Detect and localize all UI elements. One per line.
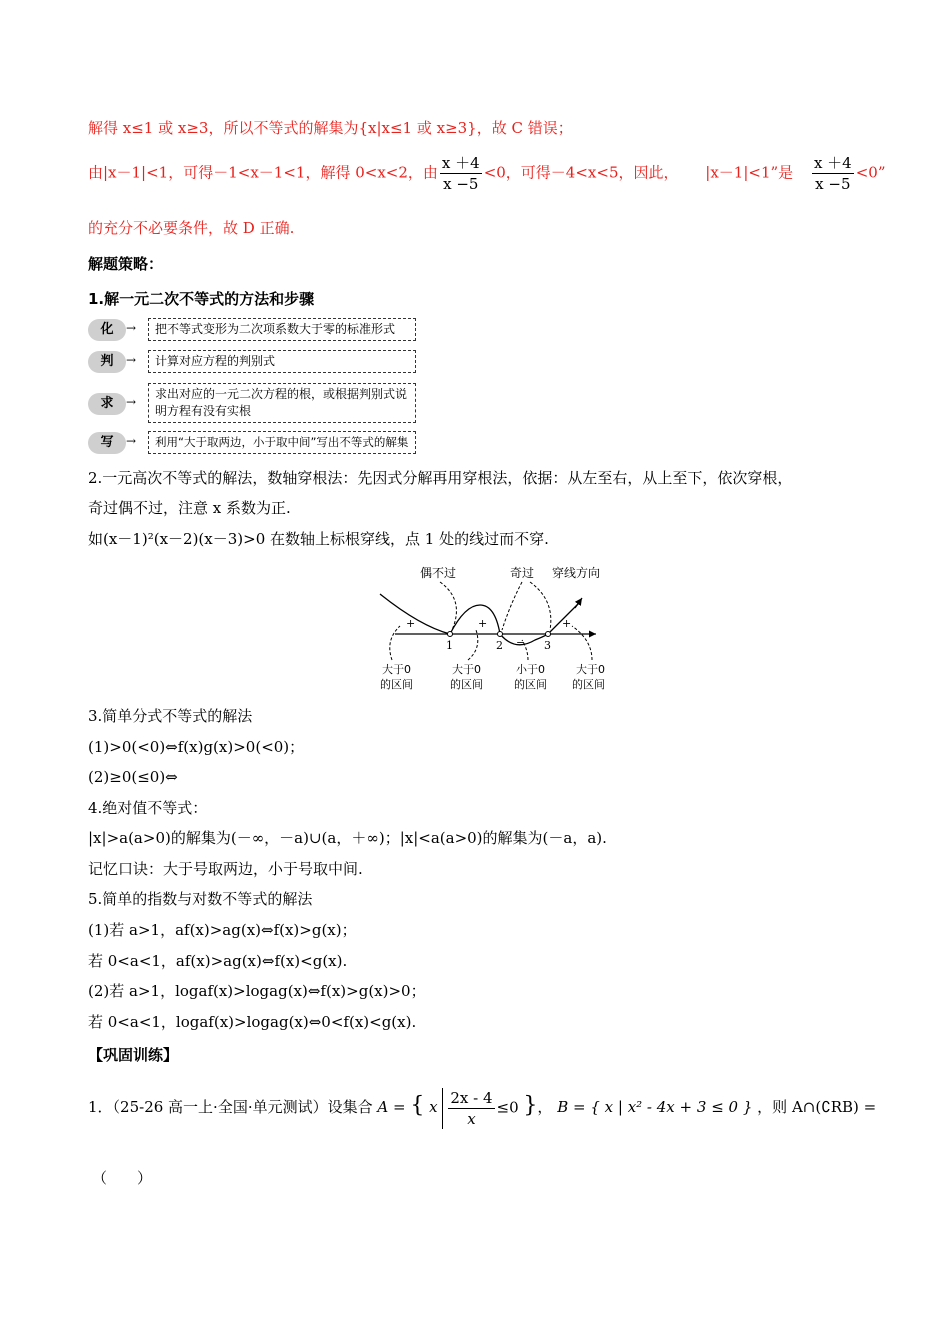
strategy-subheading-1: 1.解一元二次不等式的方法和步骤 — [88, 290, 315, 308]
root-label-2: 2 — [496, 639, 503, 652]
pointer-region-4 — [572, 626, 592, 660]
root-label-3: 3 — [544, 639, 551, 652]
question-1-suffix: ，则 A∩(∁RB) = — [757, 1098, 877, 1116]
paragraph-5: 5.简单的指数与对数不等式的解法 — [88, 890, 313, 908]
paragraph-5-1: (1)若 a>1，af(x)>ag(x)⇔f(x)>g(x)； — [88, 921, 357, 939]
region-label-4-line-2: 的区间 — [572, 678, 605, 691]
solution-line-2 — [88, 153, 886, 194]
arrow-icon: → — [126, 353, 137, 367]
set-a-numerator: 2x - 4 — [450, 1088, 493, 1107]
step-text-4: 利用“大于取两边，小于取中间”写出不等式的解集 — [148, 431, 416, 454]
step-row-4 — [88, 430, 428, 458]
region-label-2-line-2: 的区间 — [450, 678, 483, 691]
brace-close: } — [523, 1093, 538, 1118]
paragraph-3: 3.简单分式不等式的解法 — [88, 707, 253, 725]
region-label-3-line-2: 的区间 — [514, 678, 547, 691]
set-b: B = { x | x² - 4x + 3 ≤ 0 } — [557, 1098, 753, 1116]
set-a-fraction — [448, 1088, 494, 1129]
fraction-1 — [440, 153, 482, 194]
fraction-1-numerator: x ＋4 — [441, 154, 480, 172]
step-tag-2: 判 — [88, 351, 126, 373]
arrow-icon: → — [126, 321, 137, 335]
solution-line-2a: 由|x－1|<1，可得－1<x－1<1，解得 0<x<2，由 — [88, 163, 438, 182]
label-direction: 穿线方向 — [552, 566, 601, 580]
question-1: 1．（25-26 高一上·全国·单元测试）设集合 A = { x $\frac{2x - 4}{x}$ ≤0 }， B = { x | x² - 4x + 3 ≤ 0 } ，则 A∩(∁RB) = — [88, 1088, 877, 1128]
root-label-1: 1 — [446, 639, 453, 652]
step-tag-4: 写 — [88, 432, 126, 454]
region-label-1-line-1: 大于0 — [382, 663, 411, 676]
paragraph-5-4: 若 0<a<1，logaf(x)>logag(x)⇔0<f(x)<g(x). — [88, 1013, 417, 1031]
step-tag-1: 化 — [88, 319, 126, 341]
answer-blank: （ ） — [92, 1169, 153, 1187]
region-label-1-line-2: 的区间 — [380, 678, 413, 691]
paragraph-5-3: (2)若 a>1，logaf(x)>logag(x)⇔f(x)>g(x)>0； — [88, 982, 426, 1000]
pointer-odd-2 — [530, 582, 551, 630]
paragraph-2a: 2.一元高次不等式的解法，数轴穿根法：先因式分解再用穿根法，依据：从左至右，从上至下，依次穿根， — [88, 469, 793, 487]
solution-line-3: 的充分不必要条件，故 D 正确. — [88, 219, 295, 237]
label-even: 偶不过 — [420, 566, 457, 580]
region-label-3-line-1: 小于0 — [516, 663, 545, 676]
root-crossing-diagram — [370, 560, 620, 695]
label-odd: 奇过 — [510, 566, 535, 580]
paragraph-5-2: 若 0<a<1，af(x)>ag(x)⇔f(x)<g(x). — [88, 952, 348, 970]
paragraph-3-2: (2)≥0(≤0)⇔ — [88, 768, 178, 786]
fraction-1-denominator: x −5 — [443, 175, 479, 193]
fraction-2 — [812, 153, 854, 194]
solution-line-2c: |x－1|<1”是 — [705, 163, 794, 182]
step-row-2 — [88, 349, 428, 377]
step-tag-3: 求 — [88, 393, 126, 415]
paragraph-4: 4.绝对值不等式： — [88, 799, 208, 817]
question-1-prefix: 1．（25-26 高一上·全国·单元测试）设集合 — [88, 1098, 373, 1116]
strategy-heading: 解题策略： — [88, 255, 164, 273]
sign-1: + — [406, 617, 416, 630]
solution-line-2b: <0，可得－4<x<5，因此， — [483, 163, 679, 182]
paragraph-3-1: (1)>0(<0)⇔f(x)g(x)>0(<0)； — [88, 738, 305, 756]
root-point-3 — [546, 632, 551, 637]
step-text-1: 把不等式变形为二次项系数大于零的标准形式 — [148, 318, 416, 341]
fraction-2-numerator: x ＋4 — [813, 154, 852, 172]
pointer-even — [440, 582, 456, 630]
sign-2: + — [478, 617, 488, 630]
pointer-region-1 — [390, 626, 400, 660]
fraction-2-denominator: x −5 — [815, 175, 851, 193]
pointer-odd — [502, 582, 522, 630]
set-a-var: x — [429, 1098, 438, 1116]
step-text-2: 计算对应方程的判别式 — [148, 350, 416, 373]
arrow-icon: → — [126, 434, 137, 448]
set-a-condition — [442, 1088, 518, 1129]
region-label-2-line-1: 大于0 — [452, 663, 481, 676]
set-a-denominator: x — [467, 1109, 476, 1128]
set-a-left: A = — [377, 1098, 406, 1116]
step-row-1 — [88, 317, 428, 345]
root-point-1 — [448, 632, 453, 637]
brace-open: { — [410, 1093, 425, 1118]
set-a-relation: ≤0 — [496, 1098, 519, 1116]
sign-4: + — [562, 617, 572, 630]
step-row-3 — [88, 383, 428, 423]
arrow-icon: → — [126, 395, 137, 409]
paragraph-4-2: 记忆口诀：大于号取两边，小于号取中间. — [88, 860, 363, 878]
solution-line-2d: <0” — [855, 163, 886, 182]
root-point-2 — [498, 632, 503, 637]
solution-line-1: 解得 x≤1 或 x≥3，所以不等式的解集为{x|x≤1 或 x≥3}，故 C 错误； — [88, 119, 573, 137]
paragraph-4-1: |x|>a(a>0)的解集为(－∞，－a)∪(a，＋∞)；|x|<a(a>0)的解集为(－a，a). — [88, 829, 607, 847]
paragraph-2b: 奇过偶不过，注意 x 系数为正. — [88, 499, 291, 517]
step-text-3: 求出对应的一元二次方程的根，或根据判别式说明方程有没有实根 — [148, 383, 416, 423]
region-label-4-line-1: 大于0 — [576, 663, 605, 676]
curve-arrow — [575, 598, 582, 608]
training-heading: 【巩固训练】 — [88, 1046, 179, 1064]
sign-3: − — [516, 636, 526, 649]
paragraph-2c: 如(x－1)²(x－2)(x－3)>0 在数轴上标根穿线，点 1 处的线过而不穿. — [88, 530, 549, 548]
